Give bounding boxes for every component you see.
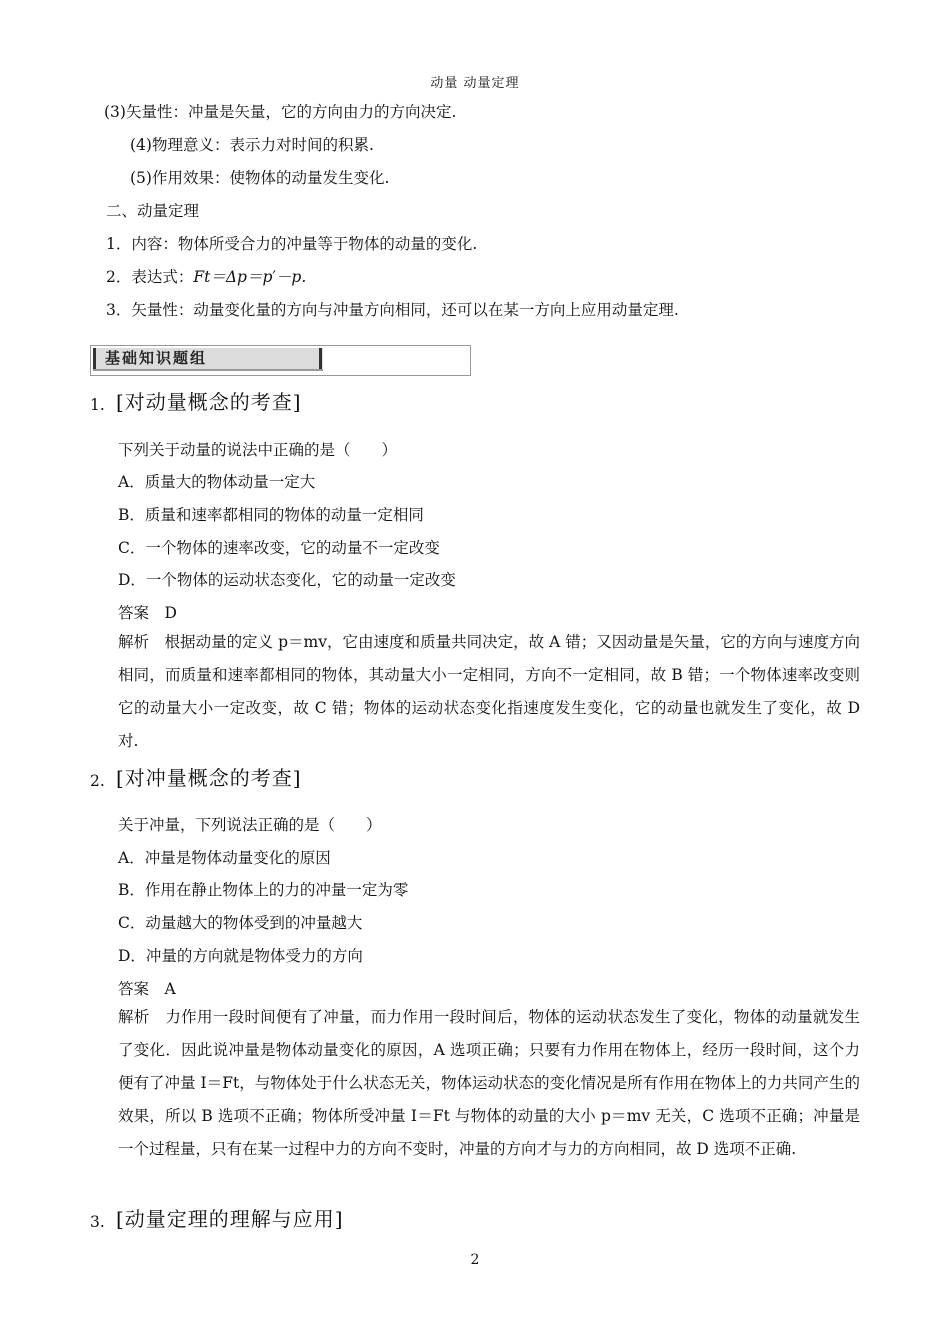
theorem-content: 1．内容：物体所受合力的冲量等于物体的动量的变化. (106, 235, 478, 253)
theorem-vector-property: 3．矢量性：动量变化量的方向与冲量方向相同，还可以在某一方向上应用动量定理. (106, 301, 679, 319)
question-1-option-c: C．一个物体的速率改变，它的动量不一定改变 (118, 539, 440, 557)
question-1-stem: 下列关于动量的说法中正确的是（ ） (118, 441, 398, 459)
question-1-analysis: 解析 根据动量的定义 p＝mv，它由速度和质量共同决定，故 A 错；又因动量是矢量，它的方向与速度方向相同，而质量和速率都相同的物体，其动量大小一定相同，方向不一定相同，故 B 错；一个物体速率改变则它的动量大小一定改变，故 C 错；物体的运动状态变化指速度发生变化，它的动量也就发生了变化，故 D 对. (118, 633, 860, 750)
theorem-expression (106, 265, 306, 287)
page-header: 动量 动量定理 (430, 76, 520, 91)
question-3-title: [动量定理的理解与应用] (116, 1207, 344, 1231)
question-1-option-d: D．一个物体的运动状态变化，它的动量一定改变 (118, 571, 456, 589)
question-1-title: [对动量概念的考查] (116, 390, 302, 414)
question-1-number: 1. (90, 396, 105, 414)
question-3-number: 3. (90, 1213, 105, 1231)
page-number: 2 (470, 1252, 480, 1268)
banner-label-box (93, 348, 323, 371)
impulse-vector-property: (3)矢量性：冲量是矢量，它的方向由力的方向决定. (104, 103, 457, 121)
question-2-analysis: 解析 力作用一段时间便有了冲量，而力作用一段时间后，物体的运动状态发生了变化，物体的动量就发生了变化．因此说冲量是物体动量变化的原因，A 选项正确；只要有力作用在物体上，经历一段时间，这个力便有了冲量 I＝Ft，与物体处于什么状态无关，物体运动状态的变化情况是所有作用在物体上的力共同产生的效果，所以 B 选项不正确；物体所受冲量 I＝Ft 与物体的动量的大小 p＝mv 无关，C 选项不正确；冲量是一个过程量，只有在某一过程中力的方向不变时，冲量的方向才与力的方向相同，故 D 选项不正确. (118, 1008, 860, 1158)
banner-label: 基础知识题组 (105, 349, 208, 367)
question-1-option-b: B．质量和速率都相同的物体的动量一定相同 (118, 506, 424, 524)
question-1-option-a: A．质量大的物体动量一定大 (118, 473, 316, 491)
question-2-title: [对冲量概念的考查] (116, 766, 302, 790)
impulse-physical-meaning: (4)物理意义：表示力对时间的积累. (130, 136, 374, 154)
section-banner (90, 345, 471, 376)
question-2-option-b: B．作用在静止物体上的力的冲量一定为零 (118, 881, 409, 899)
expression-prefix: 2．表达式： (106, 268, 194, 286)
question-2-answer: 答案 A (118, 980, 176, 998)
expression-formula: Ft＝Δp＝p′－p. (193, 268, 307, 286)
section-heading: 二、动量定理 (106, 202, 200, 220)
question-1-answer: 答案 D (118, 604, 177, 622)
banner-right-bar (319, 348, 322, 369)
banner-left-bar (93, 348, 96, 369)
question-2-option-a: A．冲量是物体动量变化的原因 (118, 849, 331, 867)
question-2-option-c: C．动量越大的物体受到的冲量越大 (118, 914, 363, 932)
question-2-number: 2. (90, 772, 105, 790)
question-2-option-d: D．冲量的方向就是物体受力的方向 (118, 947, 363, 965)
impulse-effect: (5)作用效果：使物体的动量发生变化. (130, 169, 390, 187)
question-2-stem: 关于冲量，下列说法正确的是（ ） (118, 816, 382, 834)
